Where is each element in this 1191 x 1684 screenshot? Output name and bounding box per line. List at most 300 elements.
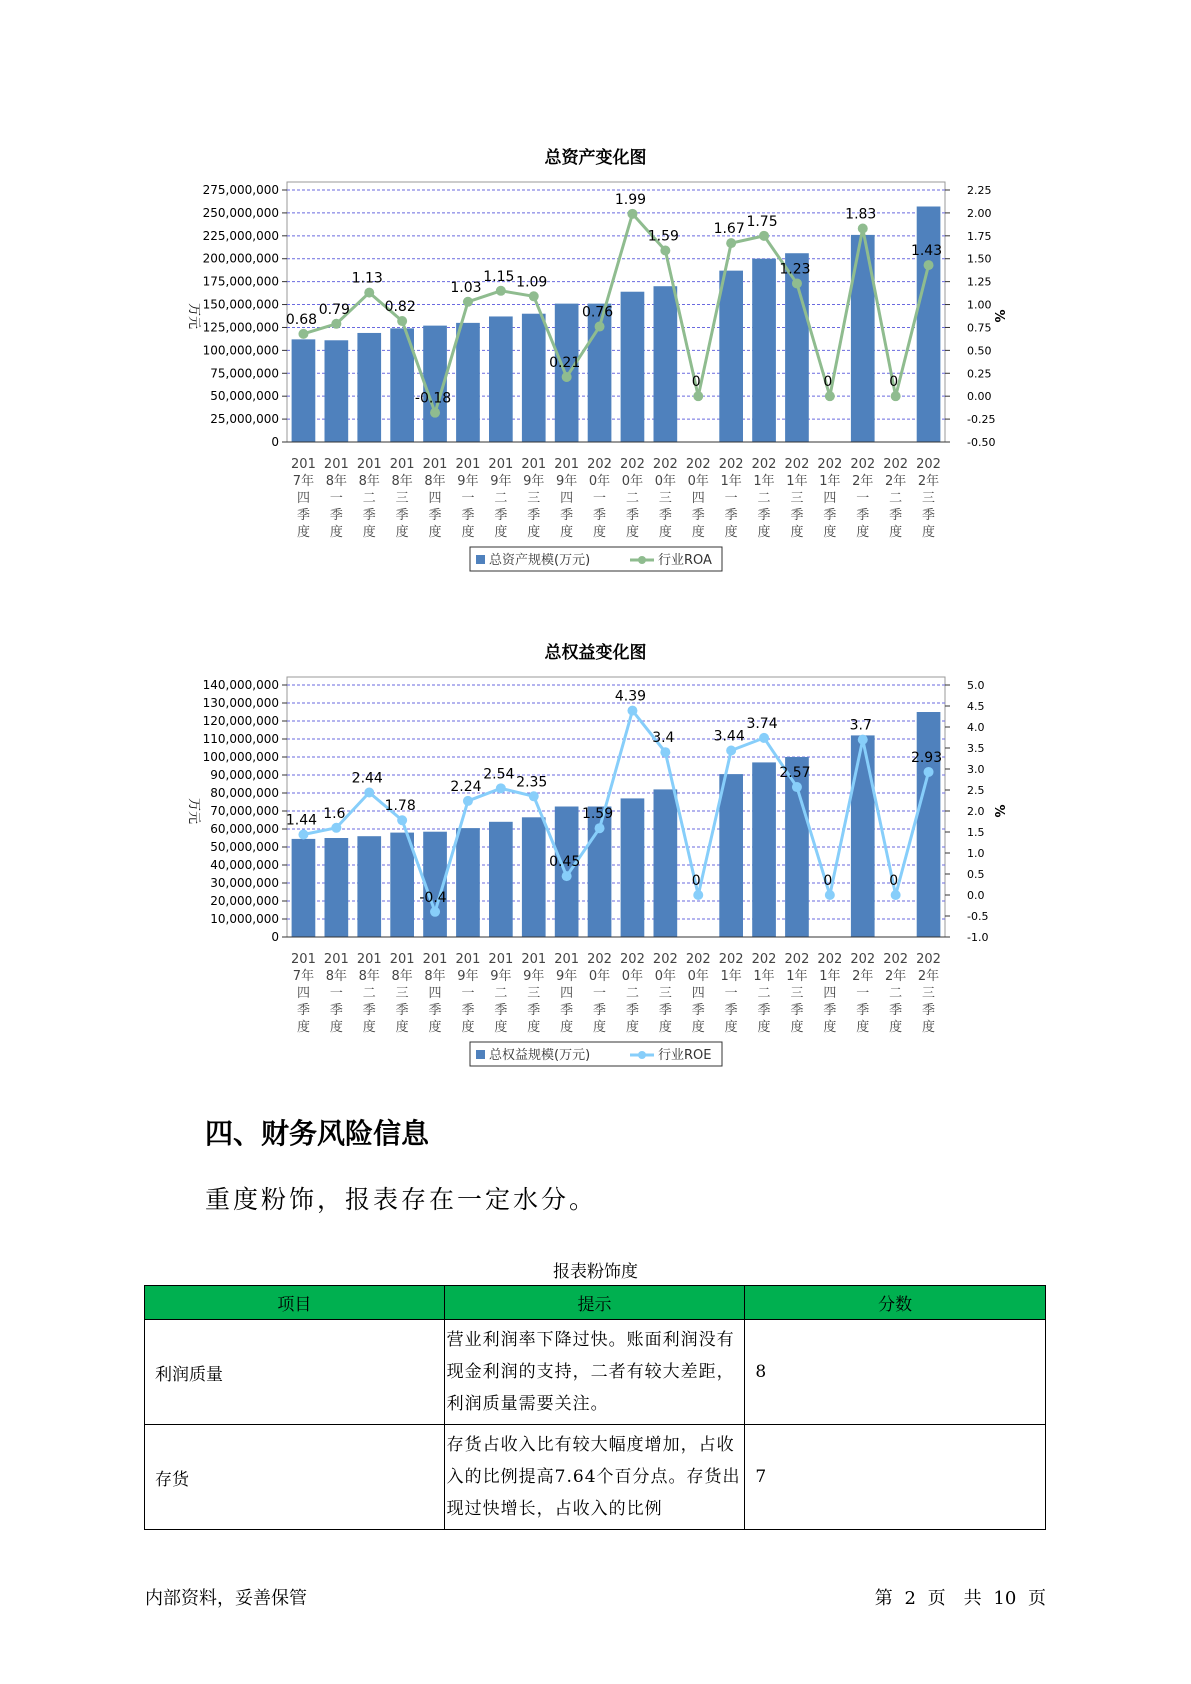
x-tick-label: 度 bbox=[790, 525, 804, 540]
cell-hint: 营业利润率下降过快。账面利润没有现金利润的支持，二者有较大差距，利润质量需要关注。 bbox=[444, 1320, 745, 1425]
y-tick-label: 80,000,000 bbox=[210, 786, 279, 800]
x-tick-label: 季 bbox=[527, 508, 541, 523]
x-tick-label: 202 bbox=[718, 952, 744, 967]
x-tick-label: 度 bbox=[625, 1020, 639, 1035]
x-tick-label: 季 bbox=[724, 1003, 738, 1018]
x-tick-label: 季 bbox=[823, 508, 837, 523]
data-label: 1.44 bbox=[285, 812, 318, 829]
x-tick-label: 季 bbox=[362, 1003, 376, 1018]
line-point bbox=[430, 408, 440, 418]
line-point bbox=[627, 209, 637, 219]
y-tick-label: 150,000,000 bbox=[202, 297, 279, 312]
x-tick-label: 季 bbox=[790, 1003, 804, 1018]
data-label: 1.83 bbox=[845, 206, 877, 223]
x-tick-label: 度 bbox=[527, 525, 541, 540]
x-tick-label: 二 bbox=[625, 986, 639, 1001]
x-tick-label: 三 bbox=[527, 491, 541, 506]
line-point bbox=[364, 788, 374, 798]
data-label: 0 bbox=[823, 374, 833, 391]
x-tick-label: 201 bbox=[422, 952, 448, 967]
x-tick-label: 8年 bbox=[391, 969, 413, 984]
x-tick-label: 一 bbox=[329, 986, 343, 1001]
x-tick-label: 2年 bbox=[885, 474, 907, 489]
header-item: 项目 bbox=[145, 1286, 445, 1320]
x-tick-label: 1年 bbox=[720, 969, 742, 984]
line-point bbox=[693, 391, 703, 401]
x-tick-label: 201 bbox=[389, 952, 415, 967]
x-tick-label: 201 bbox=[291, 952, 316, 967]
data-label: 0 bbox=[889, 374, 899, 391]
x-tick-label: 9年 bbox=[490, 474, 512, 489]
x-tick-label: 7年 bbox=[292, 474, 315, 489]
line-point bbox=[891, 391, 901, 401]
legend-bar-swatch bbox=[476, 1050, 485, 1059]
x-tick-label: 一 bbox=[856, 491, 870, 506]
x-tick-label: 度 bbox=[329, 525, 343, 540]
x-tick-label: 季 bbox=[593, 508, 607, 523]
x-tick-label: 三 bbox=[527, 986, 541, 1001]
y2-tick-label: 2.00 bbox=[967, 206, 992, 220]
x-tick-label: 1年 bbox=[819, 474, 841, 489]
bar bbox=[851, 735, 875, 937]
x-tick-label: 201 bbox=[554, 457, 580, 472]
x-tick-label: 2年 bbox=[917, 969, 940, 984]
x-tick-label: 202 bbox=[620, 457, 645, 472]
x-tick-label: 201 bbox=[455, 457, 481, 472]
table-caption: 报表粉饰度 bbox=[553, 1262, 638, 1282]
line-point bbox=[627, 706, 637, 716]
chart-title-total-equity: 总权益变化图 bbox=[544, 643, 647, 663]
table-row bbox=[145, 1320, 1046, 1425]
y2-tick-label: 1.75 bbox=[967, 229, 992, 243]
line-point bbox=[792, 278, 802, 288]
data-label: 2.93 bbox=[910, 749, 943, 766]
y-tick-label: 75,000,000 bbox=[210, 366, 279, 381]
data-label: 0.79 bbox=[318, 301, 350, 318]
x-tick-label: 三 bbox=[658, 986, 672, 1001]
x-tick-label: 度 bbox=[296, 525, 310, 540]
x-tick-label: 季 bbox=[494, 1003, 508, 1018]
x-tick-label: 季 bbox=[395, 1003, 409, 1018]
x-tick-label: 季 bbox=[889, 508, 903, 523]
footer-confidential: 内部资料，妥善保管 bbox=[145, 1588, 307, 1609]
x-tick-label: 202 bbox=[784, 457, 810, 472]
y-tick-label: 275,000,000 bbox=[202, 183, 279, 197]
x-tick-label: 四 bbox=[691, 986, 705, 1001]
x-tick-label: 度 bbox=[527, 1020, 541, 1035]
data-label: 1.43 bbox=[910, 243, 943, 260]
data-label: 1.78 bbox=[384, 798, 416, 815]
x-tick-label: 202 bbox=[850, 457, 876, 472]
y-axis-title: 万元 bbox=[186, 797, 201, 825]
y2-tick-label: 0.75 bbox=[967, 321, 992, 335]
y-tick-label: 30,000,000 bbox=[210, 876, 279, 890]
data-label: 1.75 bbox=[746, 213, 778, 230]
data-label: 1.99 bbox=[614, 191, 647, 208]
bar bbox=[522, 817, 546, 937]
y2-tick-label: -0.25 bbox=[967, 413, 996, 427]
x-tick-label: 二 bbox=[889, 986, 903, 1001]
x-tick-label: 二 bbox=[362, 491, 376, 506]
x-tick-label: 二 bbox=[889, 491, 903, 506]
x-tick-label: 季 bbox=[625, 508, 639, 523]
bar bbox=[522, 314, 546, 442]
x-tick-label: 季 bbox=[461, 508, 475, 523]
y-tick-label: 40,000,000 bbox=[210, 858, 279, 872]
x-tick-label: 度 bbox=[922, 1020, 936, 1035]
x-tick-label: 0年 bbox=[654, 474, 676, 489]
x-tick-label: 季 bbox=[494, 508, 508, 523]
section-heading: 四、财务风险信息 bbox=[205, 1117, 430, 1150]
bar bbox=[752, 762, 776, 937]
data-label: 0 bbox=[691, 374, 701, 391]
x-tick-label: 四 bbox=[560, 986, 574, 1001]
data-label: 1.15 bbox=[483, 268, 515, 285]
y-tick-label: 130,000,000 bbox=[202, 696, 279, 710]
x-tick-label: 1年 bbox=[786, 474, 808, 489]
line-point bbox=[825, 391, 835, 401]
x-tick-label: 201 bbox=[554, 952, 580, 967]
y-tick-label: 10,000,000 bbox=[210, 912, 279, 926]
data-label: 2.44 bbox=[351, 770, 383, 787]
y2-axis-title: % bbox=[991, 309, 1006, 323]
x-tick-label: 一 bbox=[461, 986, 475, 1001]
y2-tick-label: 3.5 bbox=[967, 742, 985, 755]
line-point bbox=[397, 815, 407, 825]
bar bbox=[917, 206, 941, 442]
y-tick-label: 100,000,000 bbox=[202, 343, 279, 358]
x-tick-label: 8年 bbox=[391, 474, 413, 489]
y2-axis-title: % bbox=[991, 804, 1006, 818]
risk-table bbox=[144, 1285, 1046, 1530]
x-tick-label: 202 bbox=[652, 457, 678, 472]
chart-title-total-assets: 总资产变化图 bbox=[544, 148, 647, 168]
x-tick-label: 0年 bbox=[588, 969, 611, 984]
y-tick-label: 50,000,000 bbox=[210, 840, 279, 854]
data-label: 2.57 bbox=[779, 765, 811, 782]
bar bbox=[292, 839, 316, 937]
footer-page-number: 第 2 页 共 10 页 bbox=[874, 1588, 1046, 1609]
x-tick-label: 季 bbox=[296, 1003, 310, 1018]
y2-tick-label: 1.00 bbox=[967, 298, 992, 312]
header-hint: 提示 bbox=[444, 1286, 745, 1320]
x-tick-label: 1年 bbox=[753, 474, 775, 489]
x-tick-label: 2年 bbox=[852, 474, 874, 489]
bar bbox=[357, 333, 381, 442]
x-tick-label: 度 bbox=[724, 1020, 738, 1035]
line-point bbox=[331, 319, 341, 329]
x-tick-label: 1年 bbox=[819, 969, 841, 984]
line-point bbox=[463, 297, 473, 307]
data-label: 3.44 bbox=[713, 728, 745, 745]
y-tick-label: 110,000,000 bbox=[202, 732, 279, 746]
line-point bbox=[595, 823, 605, 833]
legend-line-label: 行业ROE bbox=[658, 1048, 712, 1063]
x-tick-label: 度 bbox=[494, 525, 508, 540]
x-tick-label: 202 bbox=[784, 952, 810, 967]
line-point bbox=[298, 329, 308, 339]
x-tick-label: 度 bbox=[296, 1020, 310, 1035]
x-tick-label: 季 bbox=[922, 1003, 936, 1018]
x-tick-label: 202 bbox=[883, 457, 909, 472]
line-point bbox=[562, 871, 572, 881]
x-tick-label: 三 bbox=[658, 491, 672, 506]
x-tick-label: 度 bbox=[625, 525, 639, 540]
x-tick-label: 9年 bbox=[457, 969, 479, 984]
x-tick-label: 0年 bbox=[654, 969, 676, 984]
x-tick-label: 201 bbox=[521, 457, 547, 472]
y-tick-label: 70,000,000 bbox=[210, 804, 279, 818]
legend-line-marker bbox=[638, 1051, 646, 1059]
legend-bar-label: 总资产规模(万元) bbox=[489, 553, 591, 568]
y-tick-label: 90,000,000 bbox=[210, 768, 279, 782]
x-tick-label: 季 bbox=[296, 508, 310, 523]
data-label: -0.18 bbox=[414, 390, 452, 407]
y2-tick-label: 3.0 bbox=[967, 763, 985, 776]
y2-tick-label: 0.25 bbox=[967, 367, 992, 381]
line-point bbox=[496, 286, 506, 296]
legend-bar-label: 总权益规模(万元) bbox=[489, 1048, 591, 1063]
line-point bbox=[858, 223, 868, 233]
cell-item: 存货 bbox=[145, 1425, 445, 1530]
x-tick-label: 二 bbox=[757, 491, 771, 506]
x-tick-label: 201 bbox=[356, 457, 382, 472]
y2-tick-label: -0.5 bbox=[967, 910, 989, 923]
x-tick-label: 0年 bbox=[687, 474, 709, 489]
x-tick-label: 度 bbox=[593, 525, 607, 540]
x-tick-label: 0年 bbox=[588, 474, 611, 489]
x-tick-label: 8年 bbox=[424, 474, 446, 489]
y-tick-label: 0 bbox=[271, 930, 279, 944]
x-tick-label: 二 bbox=[494, 986, 508, 1001]
x-tick-label: 一 bbox=[593, 986, 607, 1001]
line-point bbox=[759, 733, 769, 743]
bar bbox=[621, 798, 645, 937]
y2-tick-label: 2.5 bbox=[967, 784, 985, 797]
bar bbox=[390, 833, 414, 937]
y2-tick-label: -1.0 bbox=[967, 931, 989, 944]
y2-tick-label: 5.0 bbox=[967, 679, 985, 692]
bar bbox=[325, 838, 349, 937]
x-tick-label: 1年 bbox=[786, 969, 808, 984]
y2-tick-label: 0.50 bbox=[967, 344, 992, 358]
line-point bbox=[496, 783, 506, 793]
x-tick-label: 201 bbox=[488, 952, 514, 967]
table-row bbox=[145, 1425, 1046, 1530]
y-tick-label: 175,000,000 bbox=[202, 274, 279, 289]
data-label: 2.54 bbox=[483, 766, 515, 783]
x-tick-label: 季 bbox=[757, 1003, 771, 1018]
x-tick-label: 季 bbox=[889, 1003, 903, 1018]
x-tick-label: 度 bbox=[823, 1020, 837, 1035]
x-tick-label: 202 bbox=[817, 952, 843, 967]
x-tick-label: 8年 bbox=[358, 474, 380, 489]
x-tick-label: 202 bbox=[587, 952, 612, 967]
data-label: 0.76 bbox=[581, 304, 614, 321]
data-label: 1.59 bbox=[581, 806, 614, 823]
line-point bbox=[397, 316, 407, 326]
x-tick-label: 202 bbox=[652, 952, 678, 967]
x-tick-label: 季 bbox=[329, 1003, 343, 1018]
x-tick-label: 季 bbox=[395, 508, 409, 523]
data-label: 1.67 bbox=[713, 221, 745, 238]
x-tick-label: 三 bbox=[790, 986, 804, 1001]
x-tick-label: 度 bbox=[560, 1020, 574, 1035]
y-tick-label: 140,000,000 bbox=[202, 678, 279, 692]
x-tick-label: 三 bbox=[922, 491, 936, 506]
y-axis-title: 万元 bbox=[186, 302, 201, 330]
bar bbox=[489, 316, 513, 442]
x-tick-label: 9年 bbox=[523, 969, 545, 984]
x-tick-label: 1年 bbox=[720, 474, 742, 489]
x-tick-label: 四 bbox=[428, 986, 442, 1001]
data-label: 0.21 bbox=[549, 354, 581, 371]
data-label: -0.4 bbox=[419, 889, 447, 906]
x-tick-label: 四 bbox=[296, 491, 310, 506]
x-tick-label: 2年 bbox=[852, 969, 874, 984]
bar bbox=[719, 271, 743, 442]
y2-tick-label: 1.25 bbox=[967, 275, 992, 289]
line-point bbox=[924, 260, 934, 270]
x-tick-label: 一 bbox=[724, 491, 738, 506]
x-tick-label: 度 bbox=[461, 1020, 475, 1035]
x-tick-label: 季 bbox=[625, 1003, 639, 1018]
x-tick-label: 一 bbox=[461, 491, 475, 506]
x-tick-label: 201 bbox=[323, 457, 349, 472]
x-tick-label: 度 bbox=[889, 525, 903, 540]
y2-tick-label: 0.5 bbox=[967, 868, 985, 881]
x-tick-label: 季 bbox=[691, 508, 705, 523]
x-tick-label: 四 bbox=[691, 491, 705, 506]
bar bbox=[357, 836, 381, 937]
x-tick-label: 0年 bbox=[687, 969, 709, 984]
line-point bbox=[891, 890, 901, 900]
x-tick-label: 二 bbox=[625, 491, 639, 506]
x-tick-label: 度 bbox=[757, 1020, 771, 1035]
y-tick-label: 60,000,000 bbox=[210, 822, 279, 836]
y2-tick-label: 1.50 bbox=[967, 252, 992, 266]
x-tick-label: 季 bbox=[527, 1003, 541, 1018]
line-point bbox=[430, 907, 440, 917]
table-header-row bbox=[145, 1286, 1046, 1320]
data-label: 0.45 bbox=[549, 854, 581, 871]
x-tick-label: 季 bbox=[790, 508, 804, 523]
y-tick-label: 200,000,000 bbox=[202, 251, 279, 266]
bar bbox=[719, 774, 743, 937]
x-tick-label: 8年 bbox=[325, 474, 347, 489]
data-label: 0.82 bbox=[384, 299, 416, 316]
data-label: 4.39 bbox=[614, 688, 647, 705]
x-tick-label: 三 bbox=[395, 491, 409, 506]
bar bbox=[654, 789, 678, 937]
x-tick-label: 季 bbox=[560, 508, 574, 523]
x-tick-label: 二 bbox=[757, 986, 771, 1001]
x-tick-label: 季 bbox=[428, 1003, 442, 1018]
x-tick-label: 8年 bbox=[424, 969, 446, 984]
x-tick-label: 202 bbox=[685, 457, 711, 472]
x-tick-label: 四 bbox=[296, 986, 310, 1001]
x-tick-label: 季 bbox=[461, 1003, 475, 1018]
x-tick-label: 度 bbox=[428, 1020, 442, 1035]
data-label: 0 bbox=[889, 873, 899, 889]
y2-tick-label: 2.0 bbox=[967, 805, 985, 818]
x-tick-label: 度 bbox=[724, 525, 738, 540]
x-tick-label: 四 bbox=[823, 986, 837, 1001]
x-tick-label: 202 bbox=[883, 952, 909, 967]
x-tick-label: 度 bbox=[823, 525, 837, 540]
data-label: 2.24 bbox=[450, 778, 482, 795]
x-tick-label: 季 bbox=[362, 508, 376, 523]
y-tick-label: 225,000,000 bbox=[202, 228, 279, 243]
data-label: 3.7 bbox=[849, 717, 872, 734]
x-tick-label: 四 bbox=[823, 491, 837, 506]
cell-item: 利润质量 bbox=[145, 1320, 445, 1425]
y-tick-label: 250,000,000 bbox=[202, 205, 279, 220]
x-tick-label: 一 bbox=[593, 491, 607, 506]
line-point bbox=[726, 238, 736, 248]
x-tick-label: 度 bbox=[395, 1020, 409, 1035]
x-tick-label: 202 bbox=[817, 457, 843, 472]
x-tick-label: 季 bbox=[823, 1003, 837, 1018]
x-tick-label: 四 bbox=[560, 491, 574, 506]
x-tick-label: 度 bbox=[362, 1020, 376, 1035]
x-tick-label: 202 bbox=[620, 952, 645, 967]
x-tick-label: 度 bbox=[395, 525, 409, 540]
x-tick-label: 9年 bbox=[490, 969, 512, 984]
line-point bbox=[529, 791, 539, 801]
line-point bbox=[331, 823, 341, 833]
x-tick-label: 季 bbox=[593, 1003, 607, 1018]
x-tick-label: 1年 bbox=[753, 969, 775, 984]
bar bbox=[917, 712, 941, 937]
x-tick-label: 0年 bbox=[621, 969, 644, 984]
x-tick-label: 季 bbox=[691, 1003, 705, 1018]
x-tick-label: 季 bbox=[724, 508, 738, 523]
data-label: 1.09 bbox=[516, 274, 548, 291]
x-tick-label: 8年 bbox=[325, 969, 347, 984]
y-tick-label: 20,000,000 bbox=[210, 894, 279, 908]
x-tick-label: 度 bbox=[329, 1020, 343, 1035]
bar bbox=[456, 828, 480, 937]
data-label: 1.23 bbox=[779, 261, 811, 278]
x-tick-label: 三 bbox=[790, 491, 804, 506]
y-tick-label: 120,000,000 bbox=[202, 714, 279, 728]
y-tick-label: 125,000,000 bbox=[202, 320, 279, 335]
y-tick-label: 100,000,000 bbox=[202, 750, 279, 764]
x-tick-label: 四 bbox=[428, 491, 442, 506]
y2-tick-label: 4.5 bbox=[967, 700, 985, 713]
bar bbox=[325, 340, 349, 442]
x-tick-label: 度 bbox=[889, 1020, 903, 1035]
x-tick-label: 度 bbox=[922, 525, 936, 540]
x-tick-label: 三 bbox=[395, 986, 409, 1001]
total-assets-chart bbox=[0, 170, 1191, 590]
line-point bbox=[660, 747, 670, 757]
x-tick-label: 2年 bbox=[917, 474, 940, 489]
x-tick-label: 度 bbox=[593, 1020, 607, 1035]
y2-tick-label: 1.5 bbox=[967, 826, 985, 839]
risk-summary: 重度粉饰，报表存在一定水分。 bbox=[205, 1185, 598, 1214]
line-point bbox=[298, 830, 308, 840]
x-tick-label: 一 bbox=[724, 986, 738, 1001]
x-tick-label: 0年 bbox=[621, 474, 644, 489]
line-point bbox=[595, 322, 605, 332]
x-tick-label: 度 bbox=[658, 525, 672, 540]
bar bbox=[456, 323, 480, 442]
line-point bbox=[693, 890, 703, 900]
x-tick-label: 201 bbox=[488, 457, 514, 472]
x-tick-label: 季 bbox=[658, 508, 672, 523]
